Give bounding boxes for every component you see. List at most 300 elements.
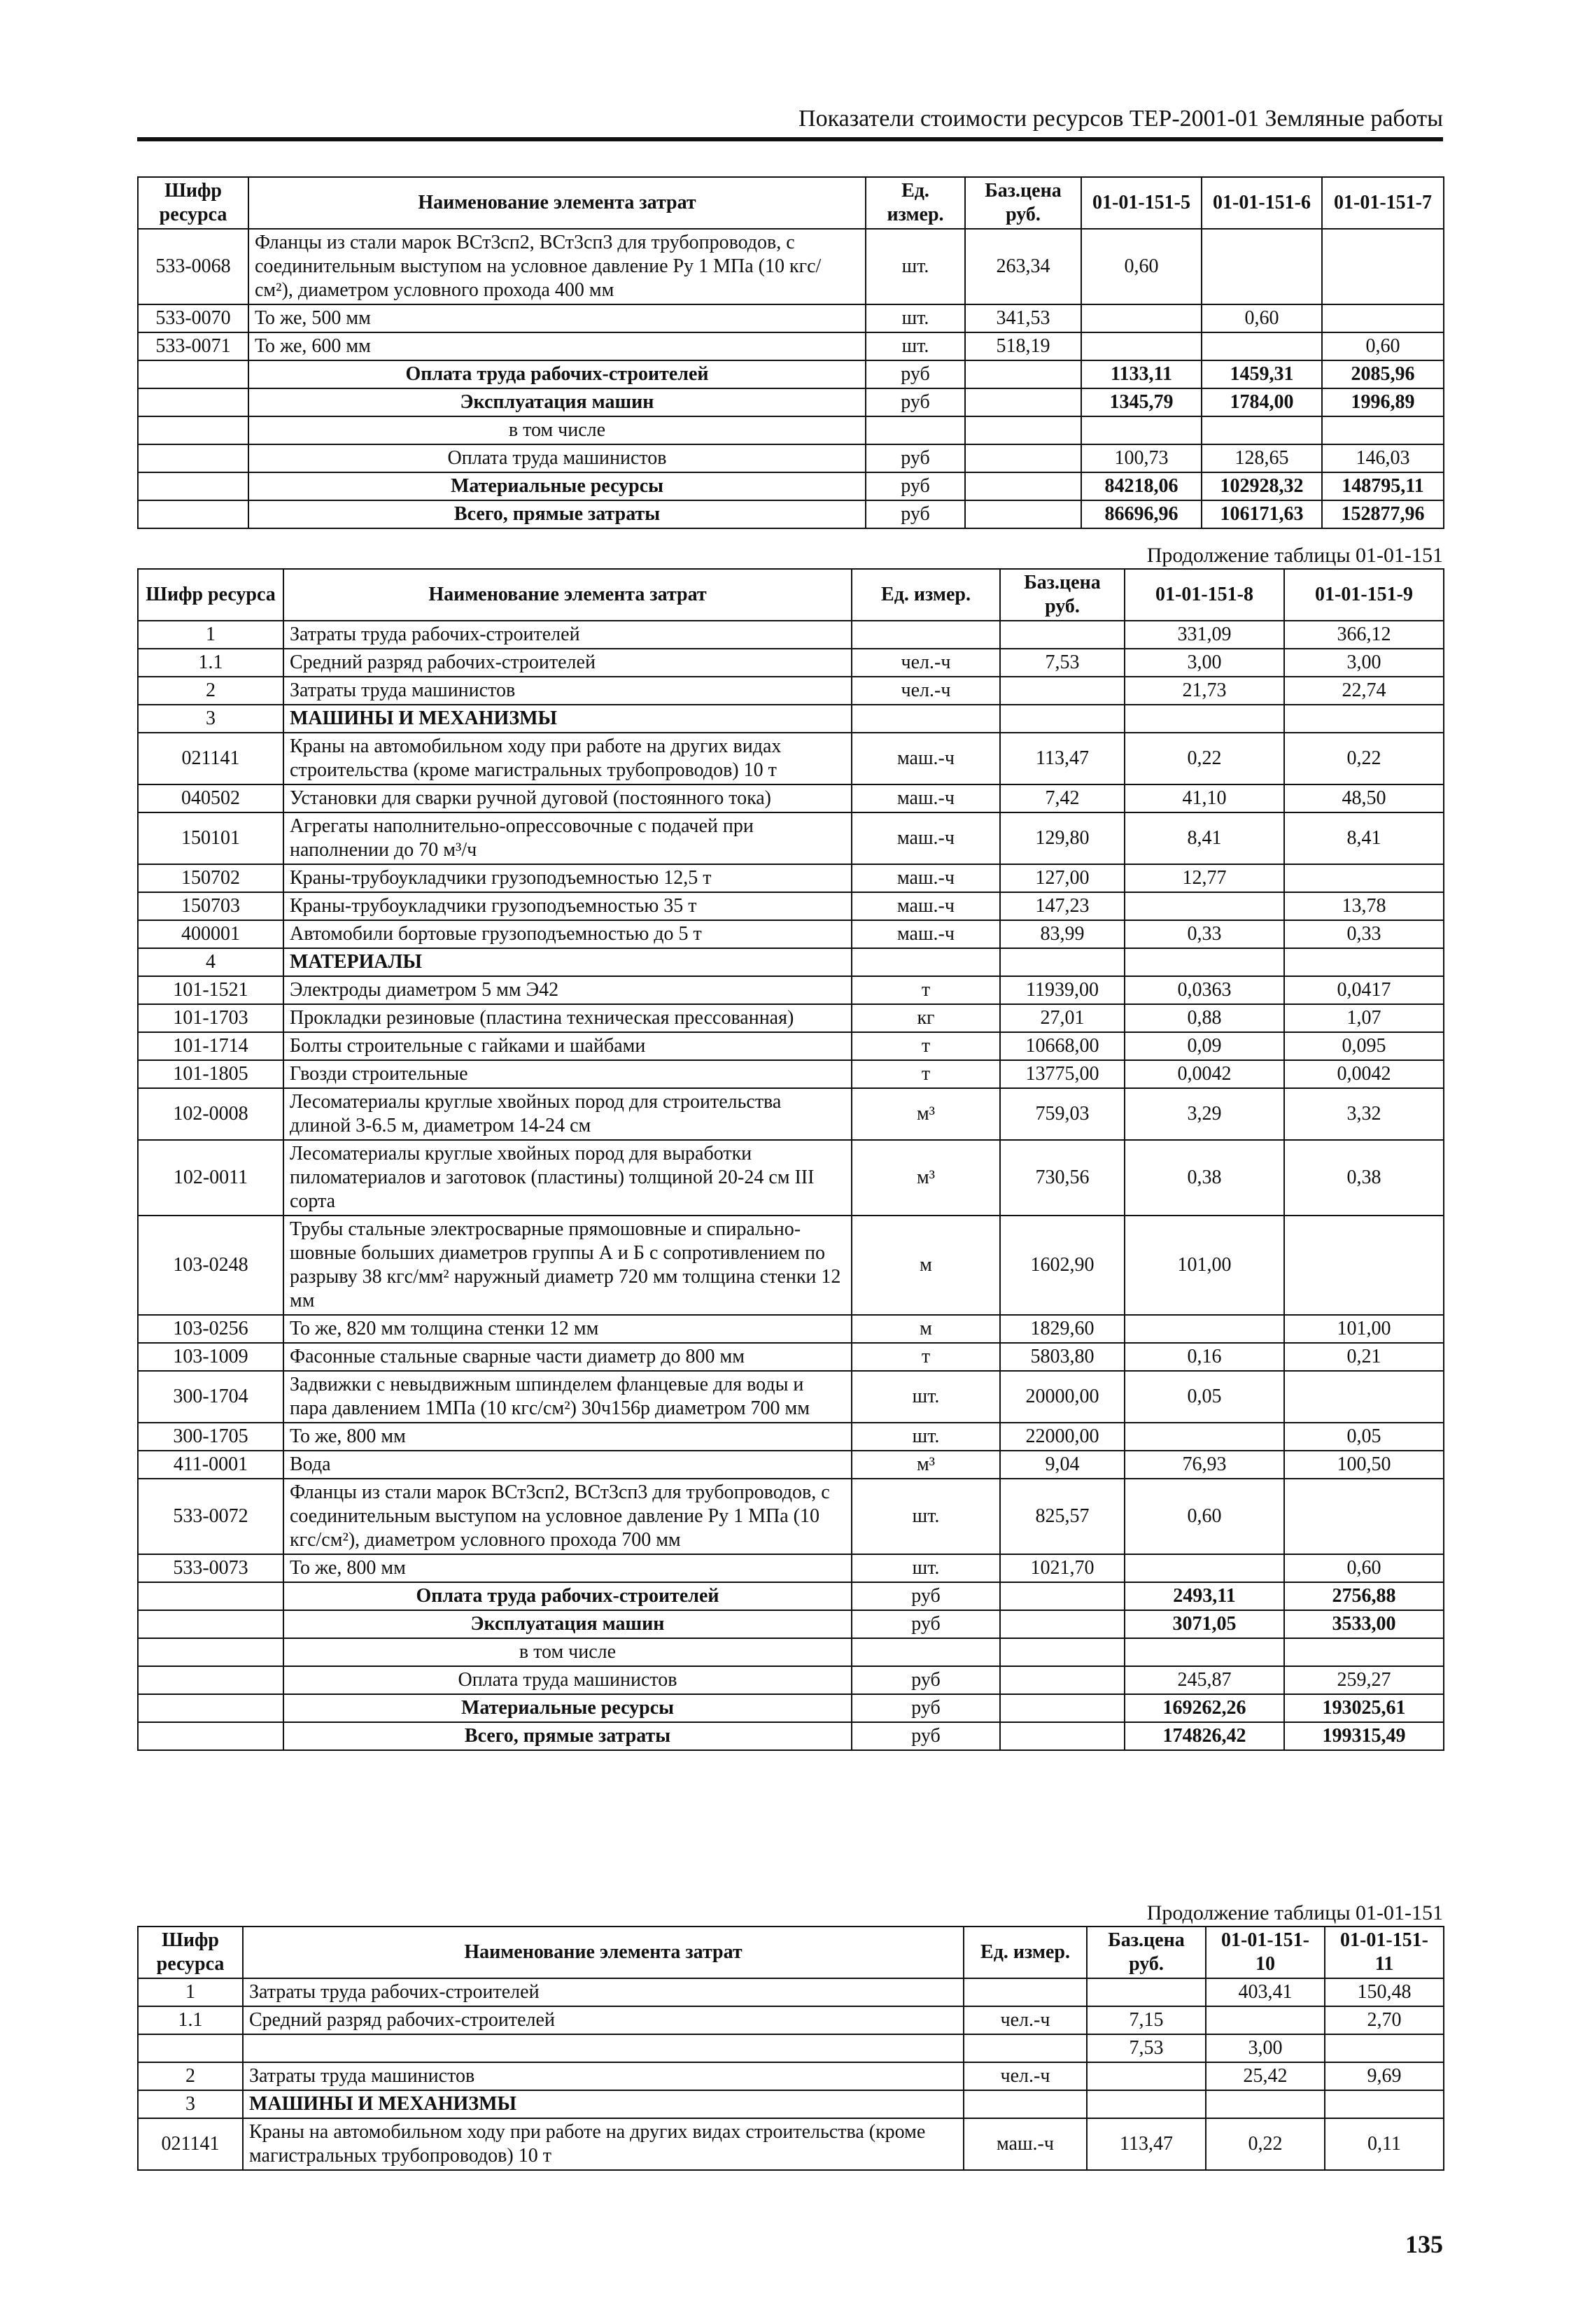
header-name: Наименование элемента затрат — [243, 1927, 964, 1978]
cell-value — [1206, 2006, 1325, 2034]
cell-value: 0,22 — [1284, 733, 1444, 784]
cell-code: 4 — [138, 948, 283, 976]
cell-name: Автомобили бортовые грузоподъемностью до 5 т — [283, 920, 852, 948]
table-row — [138, 1032, 1444, 1060]
cell-unit: чел.-ч — [964, 2006, 1087, 2034]
cell-name: То же, 800 мм — [283, 1554, 852, 1582]
cell-name: Краны на автомобильном ходу при работе на других видах строительства (кроме магистральных трубопроводов) 10 т — [243, 2118, 964, 2170]
table-row — [138, 472, 1444, 500]
cell-code: 533-0071 — [138, 332, 248, 360]
cell-base-price — [1000, 1722, 1125, 1750]
cell-unit: руб — [866, 472, 965, 500]
cell-name: МАШИНЫ И МЕХАНИЗМЫ — [283, 705, 852, 733]
cell-unit: м³ — [852, 1140, 1000, 1216]
cell-base-price: 7,15 — [1087, 2006, 1206, 2034]
cell-unit: шт. — [852, 1423, 1000, 1451]
cell-value: 199315,49 — [1284, 1722, 1444, 1750]
cell-base-price — [1087, 2062, 1206, 2090]
header-name: Наименование элемента затрат — [248, 177, 866, 229]
cell-unit: чел.-ч — [852, 677, 1000, 705]
cell-base-price: 5803,80 — [1000, 1343, 1125, 1371]
header-base-price: Баз.цена руб. — [965, 177, 1081, 229]
cell-name: Затраты труда рабочих-строителей — [243, 1978, 964, 2006]
table-row — [138, 1088, 1444, 1140]
cell-value: 100,50 — [1284, 1451, 1444, 1479]
cell-value: 0,33 — [1125, 920, 1284, 948]
table-header-row — [138, 569, 1444, 621]
cell-value: 48,50 — [1284, 784, 1444, 812]
cell-base-price: 9,04 — [1000, 1451, 1125, 1479]
table-row — [138, 1140, 1444, 1216]
table-row — [138, 360, 1444, 388]
cell-value: 1,07 — [1284, 1004, 1444, 1032]
cell-value: 174826,42 — [1125, 1722, 1284, 1750]
header-unit: Ед. измер. — [964, 1927, 1087, 1978]
cell-code: 040502 — [138, 784, 283, 812]
table-row — [138, 1479, 1444, 1554]
cell-base-price — [965, 360, 1081, 388]
table-row — [138, 1666, 1444, 1694]
cell-base-price — [1000, 621, 1125, 649]
cell-value — [1202, 229, 1322, 304]
table-row — [138, 812, 1444, 864]
cell-value: 2756,88 — [1284, 1582, 1444, 1610]
cell-name: МАТЕРИАЛЫ — [283, 948, 852, 976]
cell-code: 2 — [138, 677, 283, 705]
cell-value: 0,22 — [1206, 2118, 1325, 2170]
cell-base-price — [965, 444, 1081, 472]
cell-name: Краны-трубоукладчики грузоподъемностью 35 т — [283, 892, 852, 920]
cell-value — [1125, 1315, 1284, 1343]
header-name: Наименование элемента затрат — [283, 569, 852, 621]
cell-name: Оплата труда машинистов — [248, 444, 866, 472]
cell-base-price: 263,34 — [965, 229, 1081, 304]
page-header: Показатели стоимости ресурсов ТЕР-2001-01 Земляные работы — [137, 105, 1443, 141]
cell-name: Лесоматериалы круглые хвойных пород для строительства длиной 3-6.5 м, диаметром 14-24 см — [283, 1088, 852, 1140]
cell-base-price: 113,47 — [1000, 733, 1125, 784]
header-code: Шифр ресурса — [138, 177, 248, 229]
cost-table-2 — [137, 568, 1444, 1751]
cell-value — [1125, 1423, 1284, 1451]
cell-base-price: 147,23 — [1000, 892, 1125, 920]
cell-code: 103-1009 — [138, 1343, 283, 1371]
cell-code: 150703 — [138, 892, 283, 920]
table-row — [138, 892, 1444, 920]
cell-base-price — [1000, 677, 1125, 705]
cell-value — [1202, 332, 1322, 360]
cell-value: 0,22 — [1125, 733, 1284, 784]
table-row — [138, 1315, 1444, 1343]
cell-name: Эксплуатация машин — [283, 1610, 852, 1638]
cell-base-price: 11939,00 — [1000, 976, 1125, 1004]
table-row — [138, 1423, 1444, 1451]
cell-unit: чел.-ч — [852, 649, 1000, 677]
cell-value: 245,87 — [1125, 1666, 1284, 1694]
cell-value — [1081, 416, 1202, 444]
cell-unit: руб — [852, 1694, 1000, 1722]
cell-name: Трубы стальные электросварные прямошовные и спирально-шовные больших диаметров группы А и Б с сопротивлением по разрыву 38 кгс/мм² наружный диаметр 720 мм толщина стенки 12 мм — [283, 1216, 852, 1315]
cell-value: 0,60 — [1125, 1479, 1284, 1554]
cell-value — [1125, 948, 1284, 976]
table-row — [138, 1451, 1444, 1479]
cell-base-price: 759,03 — [1000, 1088, 1125, 1140]
table-row — [138, 2034, 1444, 2062]
cell-value — [1284, 864, 1444, 892]
cell-value: 25,42 — [1206, 2062, 1325, 2090]
cell-base-price: 341,53 — [965, 304, 1081, 332]
header-base-price: Баз.цена руб. — [1087, 1927, 1206, 1978]
cell-value: 146,03 — [1322, 444, 1444, 472]
cell-base-price: 7,53 — [1087, 2034, 1206, 2062]
cell-base-price — [1000, 948, 1125, 976]
cell-value — [1125, 1554, 1284, 1582]
cell-name: То же, 820 мм толщина стенки 12 мм — [283, 1315, 852, 1343]
cell-unit: маш.-ч — [852, 812, 1000, 864]
cell-value — [1125, 892, 1284, 920]
cell-unit: маш.-ч — [852, 784, 1000, 812]
table-row — [138, 1216, 1444, 1315]
cell-unit: т — [852, 1032, 1000, 1060]
header-code: Шифр ресурса — [138, 1927, 243, 1978]
cell-code: 1.1 — [138, 2006, 243, 2034]
cell-code: 300-1704 — [138, 1371, 283, 1423]
cell-code — [138, 1666, 283, 1694]
cell-unit: т — [852, 1343, 1000, 1371]
cell-name: Средний разряд рабочих-строителей — [243, 2006, 964, 2034]
cell-value: 3,29 — [1125, 1088, 1284, 1140]
cell-value — [1322, 229, 1444, 304]
cell-base-price — [1000, 1610, 1125, 1638]
cell-unit: руб — [866, 360, 965, 388]
cell-name: Установки для сварки ручной дуговой (постоянного тока) — [283, 784, 852, 812]
cell-name: Вода — [283, 1451, 852, 1479]
cell-value: 86696,96 — [1081, 500, 1202, 528]
cell-value: 1784,00 — [1202, 388, 1322, 416]
cell-base-price — [1000, 1638, 1125, 1666]
cell-value: 8,41 — [1125, 812, 1284, 864]
cell-value: 3071,05 — [1125, 1610, 1284, 1638]
cell-value: 152877,96 — [1322, 500, 1444, 528]
cell-value: 21,73 — [1125, 677, 1284, 705]
cell-unit: руб — [866, 388, 965, 416]
cell-code — [138, 1638, 283, 1666]
table-caption-3: Продолжение таблицы 01-01-151 — [1146, 1901, 1443, 1924]
cell-value: 331,09 — [1125, 621, 1284, 649]
cell-value: 0,38 — [1284, 1140, 1444, 1216]
header-code: Шифр ресурса — [138, 569, 283, 621]
cell-code: 533-0068 — [138, 229, 248, 304]
table-row — [138, 1978, 1444, 2006]
table-row — [138, 976, 1444, 1004]
table-body — [138, 1978, 1444, 2170]
cell-value: 128,65 — [1202, 444, 1322, 472]
cell-code: 103-0256 — [138, 1315, 283, 1343]
cell-code: 533-0072 — [138, 1479, 283, 1554]
header-col-8: 01-01-151-8 — [1125, 569, 1284, 621]
cell-value: 0,05 — [1284, 1423, 1444, 1451]
cell-code: 150702 — [138, 864, 283, 892]
cell-code: 021141 — [138, 733, 283, 784]
table-row — [138, 920, 1444, 948]
cell-unit: маш.-ч — [852, 920, 1000, 948]
cell-value: 1133,11 — [1081, 360, 1202, 388]
cell-value: 3,00 — [1206, 2034, 1325, 2062]
cell-name: Затраты труда машинистов — [243, 2062, 964, 2090]
cell-name: МАШИНЫ И МЕХАНИЗМЫ — [243, 2090, 964, 2118]
cell-name: Фасонные стальные сварные части диаметр до 800 мм — [283, 1343, 852, 1371]
cell-name: Средний разряд рабочих-строителей — [283, 649, 852, 677]
cell-name: То же, 600 мм — [248, 332, 866, 360]
header-col-10: 01-01-151-10 — [1206, 1927, 1325, 1978]
cell-value — [1325, 2090, 1444, 2118]
cell-base-price — [1087, 2090, 1206, 2118]
cell-code — [138, 1722, 283, 1750]
cell-value: 0,0417 — [1284, 976, 1444, 1004]
cell-value — [1284, 705, 1444, 733]
table-row — [138, 1554, 1444, 1582]
cell-base-price — [1087, 1978, 1206, 2006]
cell-code: 400001 — [138, 920, 283, 948]
cell-name: То же, 800 мм — [283, 1423, 852, 1451]
cell-value: 8,41 — [1284, 812, 1444, 864]
cell-name: Краны на автомобильном ходу при работе на других видах строительства (кроме магистральных трубопроводов) 10 т — [283, 733, 852, 784]
cell-value: 41,10 — [1125, 784, 1284, 812]
cell-name: Лесоматериалы круглые хвойных пород для выработки пиломатериалов и заготовок (пластины) толщиной 20-24 см III сорта — [283, 1140, 852, 1216]
cell-name: Прокладки резиновые (пластина техническая прессованная) — [283, 1004, 852, 1032]
cell-value: 193025,61 — [1284, 1694, 1444, 1722]
cell-value: 22,74 — [1284, 677, 1444, 705]
cell-value: 106171,63 — [1202, 500, 1322, 528]
cell-value: 0,11 — [1325, 2118, 1444, 2170]
cell-unit: шт. — [852, 1371, 1000, 1423]
cell-value: 3,00 — [1125, 649, 1284, 677]
cell-code: 102-0011 — [138, 1140, 283, 1216]
cell-value: 0,21 — [1284, 1343, 1444, 1371]
cell-name: в том числе — [248, 416, 866, 444]
cell-value — [1081, 332, 1202, 360]
header-col-9: 01-01-151-9 — [1284, 569, 1444, 621]
cell-code — [138, 472, 248, 500]
cell-code: 150101 — [138, 812, 283, 864]
cell-unit: руб — [852, 1582, 1000, 1610]
cell-unit: шт. — [866, 229, 965, 304]
cell-value: 1459,31 — [1202, 360, 1322, 388]
table-body — [138, 229, 1444, 528]
cell-unit: маш.-ч — [964, 2118, 1087, 2170]
cell-value: 0,09 — [1125, 1032, 1284, 1060]
cell-unit: м³ — [852, 1451, 1000, 1479]
cell-code: 1 — [138, 621, 283, 649]
cell-value: 13,78 — [1284, 892, 1444, 920]
table-row — [138, 649, 1444, 677]
header-unit: Ед. измер. — [852, 569, 1000, 621]
table-header-row — [138, 177, 1444, 229]
cell-value: 3,32 — [1284, 1088, 1444, 1140]
cell-code: 533-0073 — [138, 1554, 283, 1582]
cell-name: Оплата труда машинистов — [283, 1666, 852, 1694]
cell-base-price: 825,57 — [1000, 1479, 1125, 1554]
table-row — [138, 705, 1444, 733]
table-row — [138, 388, 1444, 416]
table-header-row — [138, 1927, 1444, 1978]
cell-value: 101,00 — [1125, 1216, 1284, 1315]
cell-unit — [852, 705, 1000, 733]
table-row — [138, 1371, 1444, 1423]
cell-value: 403,41 — [1206, 1978, 1325, 2006]
cell-value: 259,27 — [1284, 1666, 1444, 1694]
cell-unit — [852, 948, 1000, 976]
cell-unit: кг — [852, 1004, 1000, 1032]
cell-name: Оплата труда рабочих-строителей — [283, 1582, 852, 1610]
cell-code: 2 — [138, 2062, 243, 2090]
cell-base-price — [1000, 1582, 1125, 1610]
cell-base-price: 113,47 — [1087, 2118, 1206, 2170]
table-row — [138, 677, 1444, 705]
cell-name: Всего, прямые затраты — [248, 500, 866, 528]
table-row — [138, 2006, 1444, 2034]
cell-base-price: 10668,00 — [1000, 1032, 1125, 1060]
cell-unit: т — [852, 1060, 1000, 1088]
cell-value — [1284, 1638, 1444, 1666]
cell-base-price — [1000, 1694, 1125, 1722]
table-row — [138, 229, 1444, 304]
table-row — [138, 332, 1444, 360]
cell-value — [1202, 416, 1322, 444]
cell-value: 84218,06 — [1081, 472, 1202, 500]
cell-name: Затраты труда рабочих-строителей — [283, 621, 852, 649]
cell-name: Электроды диаметром 5 мм Э42 — [283, 976, 852, 1004]
cell-name: Эксплуатация машин — [248, 388, 866, 416]
cell-base-price: 22000,00 — [1000, 1423, 1125, 1451]
cost-table-3 — [137, 1926, 1444, 2171]
cell-name: Фланцы из стали марок ВСт3сп2, ВСт3сп3 для трубопроводов, с соединительным выступом на условное давление Ру 1 МПа (10 кгс/см²), диаметром условного прохода 700 мм — [283, 1479, 852, 1554]
cell-base-price: 83,99 — [1000, 920, 1125, 948]
cell-unit: м — [852, 1315, 1000, 1343]
cell-value: 0,60 — [1081, 229, 1202, 304]
cell-base-price — [965, 416, 1081, 444]
cell-value: 12,77 — [1125, 864, 1284, 892]
cell-code: 1 — [138, 1978, 243, 2006]
cell-unit: т — [852, 976, 1000, 1004]
cell-code — [138, 1610, 283, 1638]
cell-code — [138, 2034, 243, 2062]
table-row — [138, 733, 1444, 784]
cell-base-price — [1000, 1666, 1125, 1694]
cell-base-price: 1021,70 — [1000, 1554, 1125, 1582]
cell-code: 1.1 — [138, 649, 283, 677]
table-row — [138, 864, 1444, 892]
table-row — [138, 500, 1444, 528]
cell-base-price: 518,19 — [965, 332, 1081, 360]
cell-value: 2493,11 — [1125, 1582, 1284, 1610]
cell-unit: руб — [866, 444, 965, 472]
cell-base-price: 13775,00 — [1000, 1060, 1125, 1088]
header-base-price: Баз.цена руб. — [1000, 569, 1125, 621]
cell-base-price — [1000, 705, 1125, 733]
cell-value: 169262,26 — [1125, 1694, 1284, 1722]
cell-code: 3 — [138, 2090, 243, 2118]
cell-unit: маш.-ч — [852, 733, 1000, 784]
cell-value — [1284, 1371, 1444, 1423]
cell-value: 366,12 — [1284, 621, 1444, 649]
table-row — [138, 1582, 1444, 1610]
cell-base-price: 1602,90 — [1000, 1216, 1125, 1315]
cell-unit — [866, 416, 965, 444]
table-row — [138, 948, 1444, 976]
cell-value: 9,69 — [1325, 2062, 1444, 2090]
cell-unit: шт. — [852, 1554, 1000, 1582]
cell-unit — [964, 2090, 1087, 2118]
cell-name: Оплата труда рабочих-строителей — [248, 360, 866, 388]
cell-code — [138, 500, 248, 528]
cell-code — [138, 1582, 283, 1610]
cell-code: 101-1714 — [138, 1032, 283, 1060]
cell-value — [1322, 304, 1444, 332]
cell-base-price: 129,80 — [1000, 812, 1125, 864]
table-row — [138, 2090, 1444, 2118]
cell-value: 2,70 — [1325, 2006, 1444, 2034]
cell-code: 411-0001 — [138, 1451, 283, 1479]
cell-unit: м — [852, 1216, 1000, 1315]
cell-value: 3,00 — [1284, 649, 1444, 677]
cell-base-price: 1829,60 — [1000, 1315, 1125, 1343]
cell-value: 102928,32 — [1202, 472, 1322, 500]
cell-value: 0,60 — [1284, 1554, 1444, 1582]
cell-base-price — [965, 500, 1081, 528]
cell-value: 0,16 — [1125, 1343, 1284, 1371]
cell-value: 0,60 — [1322, 332, 1444, 360]
cell-code: 101-1703 — [138, 1004, 283, 1032]
cell-value: 101,00 — [1284, 1315, 1444, 1343]
cell-value — [1325, 2034, 1444, 2062]
cell-unit — [852, 621, 1000, 649]
cell-code — [138, 1694, 283, 1722]
cell-value: 0,60 — [1202, 304, 1322, 332]
table-body — [138, 621, 1444, 1750]
cell-unit: шт. — [866, 304, 965, 332]
cell-name: Затраты труда машинистов — [283, 677, 852, 705]
cell-name: Материальные ресурсы — [283, 1694, 852, 1722]
cell-value: 0,0042 — [1284, 1060, 1444, 1088]
cell-base-price: 7,53 — [1000, 649, 1125, 677]
page-number: 135 — [1405, 2230, 1443, 2258]
table-row — [138, 2062, 1444, 2090]
table-row — [138, 444, 1444, 472]
cell-unit: чел.-ч — [964, 2062, 1087, 2090]
cell-unit: руб — [852, 1666, 1000, 1694]
cell-base-price: 20000,00 — [1000, 1371, 1125, 1423]
cell-base-price — [965, 472, 1081, 500]
cell-value — [1125, 1638, 1284, 1666]
table-row — [138, 1060, 1444, 1088]
cell-name: Краны-трубоукладчики грузоподъемностью 12,5 т — [283, 864, 852, 892]
cell-code: 021141 — [138, 2118, 243, 2170]
header-col-5: 01-01-151-5 — [1081, 177, 1202, 229]
cell-value: 1996,89 — [1322, 388, 1444, 416]
table-row — [138, 2118, 1444, 2170]
cell-code — [138, 416, 248, 444]
cell-base-price: 7,42 — [1000, 784, 1125, 812]
cell-value: 0,0363 — [1125, 976, 1284, 1004]
table-caption-2: Продолжение таблицы 01-01-151 — [1146, 544, 1443, 567]
cell-value: 0,38 — [1125, 1140, 1284, 1216]
cell-unit — [964, 2034, 1087, 2062]
cell-unit: шт. — [852, 1479, 1000, 1554]
table-row — [138, 1610, 1444, 1638]
table-row — [138, 1638, 1444, 1666]
cell-code: 101-1521 — [138, 976, 283, 1004]
cell-name: Материальные ресурсы — [248, 472, 866, 500]
